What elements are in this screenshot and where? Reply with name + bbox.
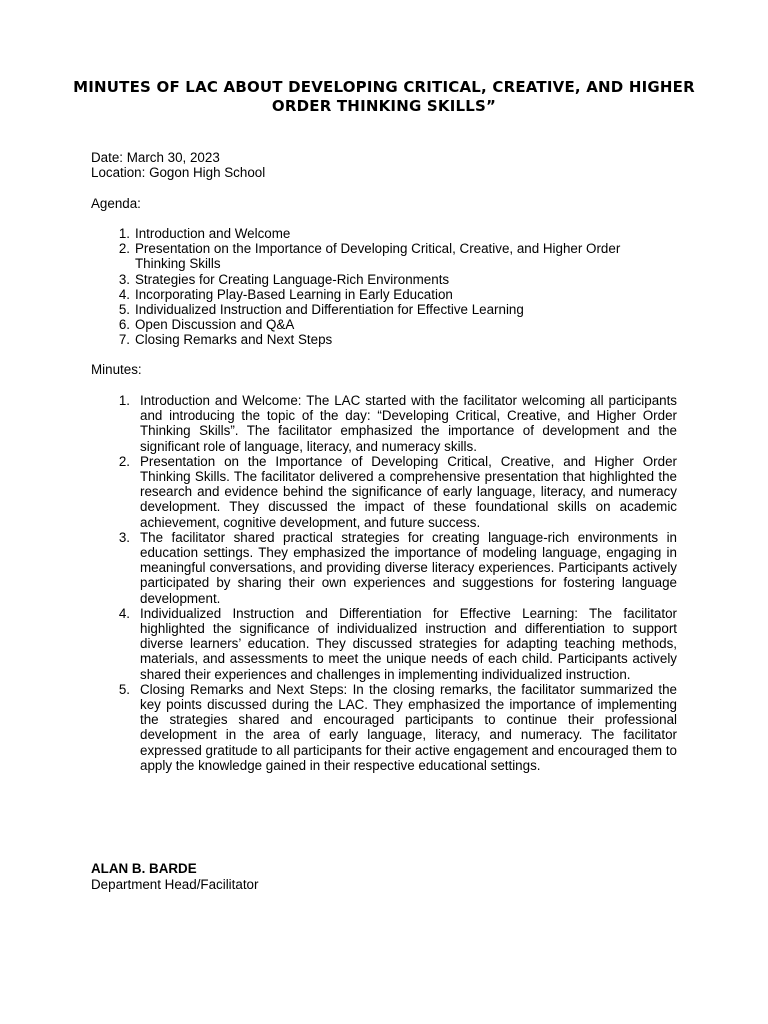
agenda-item-number: 7. — [118, 332, 130, 348]
minutes-item-text: Presentation on the Importance of Developing Critical, Creative, and Higher Order Thinking Skills. The facilitator delivered a comprehensive presentation that highlighted the research and evidence behind the significance of early language, literacy, and numeracy development. They discussed the impact of these foundational skills on academic achievement, cognitive development, and future success. — [140, 453, 677, 530]
minutes-item-number: 4. — [118, 605, 130, 621]
minutes-item — [112, 606, 677, 682]
minutes-item-text: The facilitator shared practical strategies for creating language-rich environments in education settings. They emphasized the importance of modeling language, engaging in meaningful conversations, and providing diverse literacy experiences. Participants actively participated by sharing their own experiences and suggestions for fostering language development. — [140, 529, 677, 606]
minutes-item-text: Individualized Instruction and Differentiation for Effective Learning: The facilitator highlighted the significance of individualized instruction and differentiation to support diverse learners’ education. They discussed strategies for adapting teaching methods, materials, and assessments to meet the unique needs of each child. Participants actively shared their experiences and challenges in implementing individualized instruction. — [140, 605, 677, 682]
agenda-item-text: Strategies for Creating Language-Rich Environments — [135, 271, 450, 287]
agenda-item — [108, 241, 668, 271]
meeting-location: Location: Gogon High School — [91, 165, 266, 181]
minutes-item — [112, 393, 677, 454]
signatory-name: ALAN B. BARDE — [91, 861, 197, 876]
agenda-item — [108, 302, 668, 317]
agenda-heading: Agenda: — [91, 196, 141, 211]
minutes-list — [112, 393, 677, 773]
minutes-item-number: 5. — [118, 681, 130, 697]
document-title: MINUTES OF LAC ABOUT DEVELOPING CRITICAL, CREATIVE, AND HIGHER ORDER THINKING SKILLS” — [73, 78, 695, 115]
agenda-item-number: 5. — [118, 302, 130, 318]
minutes-item — [112, 682, 677, 773]
agenda-item — [108, 272, 668, 287]
agenda-item-number: 6. — [118, 317, 130, 333]
agenda-item — [108, 332, 668, 347]
minutes-heading: Minutes: — [91, 362, 142, 377]
agenda-item-text: Presentation on the Importance of Developing Critical, Creative, and Higher Order Thinking Skills — [135, 241, 621, 272]
agenda-item — [108, 226, 668, 241]
minutes-item — [112, 530, 677, 606]
minutes-item-text: Introduction and Welcome: The LAC started with the facilitator welcoming all participants and introducing the topic of the day: “Developing Critical, Creative, and Higher Order Thinking Skills”. The facilitator emphasized the importance of development and the significant role of language, literacy, and numeracy skills. — [140, 393, 677, 454]
agenda-item-number: 1. — [118, 226, 130, 241]
agenda-item-text: Incorporating Play-Based Learning in Early Education — [135, 286, 453, 302]
signatory-role: Department Head/Facilitator — [91, 877, 259, 892]
agenda-item-text: Closing Remarks and Next Steps — [135, 332, 333, 348]
minutes-item-text: Closing Remarks and Next Steps: In the closing remarks, the facilitator summarized the key points discussed during the LAC. They emphasized the importance of implementing the strategies shared and encouraged participants to continue their professional development in the area of early language, literacy, and numeracy. The facilitator expressed gratitude to all participants for their active engagement and encouraged them to apply the knowledge gained in their respective educational settings. — [140, 681, 677, 773]
meeting-details — [91, 150, 265, 180]
agenda-item-number: 2. — [118, 241, 130, 257]
minutes-item-number: 2. — [118, 453, 130, 469]
agenda-list — [108, 226, 668, 348]
agenda-item-number: 4. — [118, 286, 130, 302]
agenda-item-text: Open Discussion and Q&A — [135, 317, 295, 333]
minutes-item-number: 1. — [118, 393, 130, 408]
agenda-item-text: Introduction and Welcome — [135, 226, 291, 241]
agenda-item-text: Individualized Instruction and Differentiation for Effective Learning — [135, 302, 524, 318]
meeting-date: Date: March 30, 2023 — [91, 150, 220, 165]
agenda-item — [108, 317, 668, 332]
minutes-item-number: 3. — [118, 529, 130, 545]
agenda-item — [108, 287, 668, 302]
agenda-item-number: 3. — [118, 271, 130, 287]
minutes-item — [112, 454, 677, 530]
